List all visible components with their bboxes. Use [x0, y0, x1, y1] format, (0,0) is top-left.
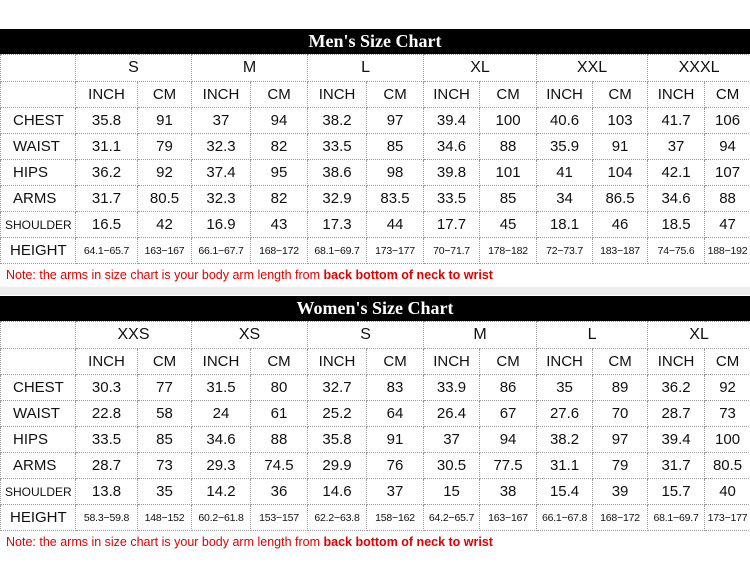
row-label: HIPS	[1, 160, 76, 186]
value-cell: 62.2−63.8	[308, 505, 367, 531]
value-cell: 168−172	[593, 505, 648, 531]
value-cell: 94	[251, 108, 308, 134]
row-label: ARMS	[1, 186, 76, 212]
value-cell: 64.2−65.7	[424, 505, 480, 531]
value-cell: 64.1−65.7	[76, 238, 138, 264]
unit-header-cm: CM	[480, 82, 537, 108]
value-cell: 72−73.7	[537, 238, 593, 264]
value-cell: 31.7	[76, 186, 138, 212]
value-cell: 94	[480, 427, 537, 453]
value-cell: 15.4	[537, 479, 593, 505]
table-row-chest	[1, 375, 750, 401]
value-cell: 58	[138, 401, 192, 427]
value-cell: 26.4	[424, 401, 480, 427]
mens-arms-note: Note: the arms in size chart is your body arm length from back bottom of neck to wrist	[6, 268, 493, 282]
value-cell: 158−162	[367, 505, 424, 531]
value-cell: 91	[138, 108, 192, 134]
value-cell: 89	[593, 375, 648, 401]
value-cell: 36	[251, 479, 308, 505]
value-cell: 27.6	[537, 401, 593, 427]
size-header-l: L	[537, 322, 648, 349]
value-cell: 77.5	[480, 453, 537, 479]
value-cell: 86	[480, 375, 537, 401]
value-cell: 33.5	[308, 134, 367, 160]
row-label: HIPS	[1, 427, 76, 453]
value-cell: 29.9	[308, 453, 367, 479]
row-label: WAIST	[1, 401, 76, 427]
value-cell: 14.6	[308, 479, 367, 505]
row-label: ARMS	[1, 453, 76, 479]
value-cell: 92	[138, 160, 192, 186]
unit-header-row	[1, 349, 750, 375]
table-row-height	[1, 505, 750, 531]
value-cell: 188−192	[705, 238, 750, 264]
value-cell: 68.1−69.7	[308, 238, 367, 264]
value-cell: 31.5	[192, 375, 251, 401]
value-cell: 39.4	[424, 108, 480, 134]
value-cell: 41	[537, 160, 593, 186]
value-cell: 41.7	[648, 108, 705, 134]
value-cell: 39.8	[424, 160, 480, 186]
value-cell: 42	[138, 212, 192, 238]
value-cell: 37	[424, 427, 480, 453]
value-cell: 82	[251, 134, 308, 160]
value-cell: 37	[648, 134, 705, 160]
table-row-height	[1, 238, 750, 264]
value-cell: 97	[593, 427, 648, 453]
value-cell: 95	[251, 160, 308, 186]
value-cell: 73	[705, 401, 750, 427]
row-label: CHEST	[1, 375, 76, 401]
value-cell: 83	[367, 375, 424, 401]
corner-cell	[1, 82, 76, 108]
value-cell: 91	[367, 427, 424, 453]
unit-header-cm: CM	[251, 82, 308, 108]
unit-header-inch: INCH	[192, 82, 251, 108]
size-header-xl: XL	[424, 55, 537, 82]
value-cell: 74−75.6	[648, 238, 705, 264]
size-header-xxs: XXS	[76, 322, 192, 349]
value-cell: 40.6	[537, 108, 593, 134]
unit-header-cm: CM	[367, 82, 424, 108]
row-label: WAIST	[1, 134, 76, 160]
size-header-xl: XL	[648, 322, 750, 349]
value-cell: 79	[593, 453, 648, 479]
value-cell: 73	[138, 453, 192, 479]
unit-header-inch: INCH	[424, 82, 480, 108]
mens-size-table	[0, 54, 750, 264]
value-cell: 39.4	[648, 427, 705, 453]
value-cell: 28.7	[648, 401, 705, 427]
size-header-xxxl: XXXL	[648, 55, 750, 82]
value-cell: 183−187	[593, 238, 648, 264]
size-header-row	[1, 322, 750, 349]
value-cell: 30.3	[76, 375, 138, 401]
corner-cell	[1, 349, 76, 375]
value-cell: 34.6	[424, 134, 480, 160]
value-cell: 33.9	[424, 375, 480, 401]
value-cell: 18.1	[537, 212, 593, 238]
value-cell: 88	[251, 427, 308, 453]
value-cell: 40	[705, 479, 750, 505]
size-header-row	[1, 55, 750, 82]
value-cell: 70	[593, 401, 648, 427]
unit-header-inch: INCH	[308, 82, 367, 108]
table-row-hips	[1, 160, 750, 186]
value-cell: 32.7	[308, 375, 367, 401]
womens-size-chart	[0, 296, 750, 553]
value-cell: 13.8	[76, 479, 138, 505]
value-cell: 38.2	[308, 108, 367, 134]
value-cell: 37	[367, 479, 424, 505]
section-divider	[0, 287, 750, 295]
value-cell: 107	[705, 160, 750, 186]
unit-header-cm: CM	[138, 349, 192, 375]
unit-header-inch: INCH	[76, 349, 138, 375]
value-cell: 15.7	[648, 479, 705, 505]
value-cell: 67	[480, 401, 537, 427]
value-cell: 17.3	[308, 212, 367, 238]
value-cell: 76	[367, 453, 424, 479]
table-row-hips	[1, 427, 750, 453]
unit-header-cm: CM	[705, 349, 750, 375]
value-cell: 34	[537, 186, 593, 212]
value-cell: 104	[593, 160, 648, 186]
value-cell: 64	[367, 401, 424, 427]
value-cell: 46	[593, 212, 648, 238]
size-header-m: M	[192, 55, 308, 82]
mens-size-chart	[0, 29, 750, 286]
value-cell: 85	[138, 427, 192, 453]
value-cell: 18.5	[648, 212, 705, 238]
value-cell: 35	[537, 375, 593, 401]
womens-arms-note: Note: the arms in size chart is your body arm length from back bottom of neck to wrist	[6, 535, 493, 549]
unit-header-cm: CM	[480, 349, 537, 375]
value-cell: 36.2	[76, 160, 138, 186]
value-cell: 85	[367, 134, 424, 160]
value-cell: 30.5	[424, 453, 480, 479]
value-cell: 66.1−67.8	[537, 505, 593, 531]
size-header-l: L	[308, 55, 424, 82]
value-cell: 86.5	[593, 186, 648, 212]
value-cell: 35.8	[308, 427, 367, 453]
womens-size-table	[0, 321, 750, 531]
size-header-m: M	[424, 322, 537, 349]
value-cell: 35.9	[537, 134, 593, 160]
value-cell: 37.4	[192, 160, 251, 186]
value-cell: 31.1	[76, 134, 138, 160]
table-row-arms	[1, 453, 750, 479]
value-cell: 103	[593, 108, 648, 134]
value-cell: 47	[705, 212, 750, 238]
value-cell: 34.6	[192, 427, 251, 453]
value-cell: 100	[705, 427, 750, 453]
row-label: HEIGHT	[1, 505, 76, 531]
value-cell: 66.1−67.7	[192, 238, 251, 264]
value-cell: 17.7	[424, 212, 480, 238]
value-cell: 38.6	[308, 160, 367, 186]
value-cell: 74.5	[251, 453, 308, 479]
mens-chart-title: Men's Size Chart	[0, 29, 750, 54]
value-cell: 92	[705, 375, 750, 401]
value-cell: 14.2	[192, 479, 251, 505]
womens-chart-title: Women's Size Chart	[0, 296, 750, 321]
table-row-shoulder	[1, 479, 750, 505]
corner-cell	[1, 55, 76, 82]
value-cell: 178−182	[480, 238, 537, 264]
value-cell: 37	[192, 108, 251, 134]
value-cell: 100	[480, 108, 537, 134]
value-cell: 42.1	[648, 160, 705, 186]
value-cell: 83.5	[367, 186, 424, 212]
value-cell: 61	[251, 401, 308, 427]
unit-header-inch: INCH	[424, 349, 480, 375]
value-cell: 91	[593, 134, 648, 160]
table-row-waist	[1, 401, 750, 427]
value-cell: 33.5	[76, 427, 138, 453]
unit-header-inch: INCH	[648, 349, 705, 375]
value-cell: 39	[593, 479, 648, 505]
value-cell: 168−172	[251, 238, 308, 264]
unit-header-inch: INCH	[192, 349, 251, 375]
value-cell: 22.8	[76, 401, 138, 427]
value-cell: 88	[705, 186, 750, 212]
row-label: SHOULDER	[1, 212, 76, 238]
value-cell: 29.3	[192, 453, 251, 479]
unit-header-cm: CM	[138, 82, 192, 108]
unit-header-row	[1, 82, 750, 108]
corner-cell	[1, 322, 76, 349]
value-cell: 44	[367, 212, 424, 238]
value-cell: 32.9	[308, 186, 367, 212]
value-cell: 28.7	[76, 453, 138, 479]
value-cell: 68.1−69.7	[648, 505, 705, 531]
value-cell: 98	[367, 160, 424, 186]
value-cell: 70−71.7	[424, 238, 480, 264]
size-header-xxl: XXL	[537, 55, 648, 82]
row-label: CHEST	[1, 108, 76, 134]
unit-header-inch: INCH	[648, 82, 705, 108]
table-row-chest	[1, 108, 750, 134]
value-cell: 38.2	[537, 427, 593, 453]
value-cell: 80.5	[705, 453, 750, 479]
value-cell: 43	[251, 212, 308, 238]
value-cell: 58.3−59.8	[76, 505, 138, 531]
unit-header-cm: CM	[593, 82, 648, 108]
size-header-xs: XS	[192, 322, 308, 349]
size-header-s: S	[308, 322, 424, 349]
value-cell: 80.5	[138, 186, 192, 212]
value-cell: 173−177	[367, 238, 424, 264]
unit-header-cm: CM	[705, 82, 750, 108]
value-cell: 16.5	[76, 212, 138, 238]
unit-header-inch: INCH	[537, 349, 593, 375]
value-cell: 77	[138, 375, 192, 401]
unit-header-cm: CM	[367, 349, 424, 375]
value-cell: 79	[138, 134, 192, 160]
value-cell: 33.5	[424, 186, 480, 212]
value-cell: 15	[424, 479, 480, 505]
value-cell: 163−167	[138, 238, 192, 264]
unit-header-inch: INCH	[76, 82, 138, 108]
value-cell: 34.6	[648, 186, 705, 212]
table-row-arms	[1, 186, 750, 212]
value-cell: 88	[480, 134, 537, 160]
value-cell: 16.9	[192, 212, 251, 238]
value-cell: 35	[138, 479, 192, 505]
value-cell: 25.2	[308, 401, 367, 427]
size-header-s: S	[76, 55, 192, 82]
value-cell: 32.3	[192, 134, 251, 160]
value-cell: 85	[480, 186, 537, 212]
value-cell: 31.7	[648, 453, 705, 479]
unit-header-inch: INCH	[537, 82, 593, 108]
value-cell: 173−177	[705, 505, 750, 531]
value-cell: 97	[367, 108, 424, 134]
value-cell: 153−157	[251, 505, 308, 531]
unit-header-inch: INCH	[308, 349, 367, 375]
value-cell: 24	[192, 401, 251, 427]
value-cell: 35.8	[76, 108, 138, 134]
value-cell: 80	[251, 375, 308, 401]
table-row-shoulder	[1, 212, 750, 238]
value-cell: 45	[480, 212, 537, 238]
value-cell: 38	[480, 479, 537, 505]
value-cell: 148−152	[138, 505, 192, 531]
value-cell: 60.2−61.8	[192, 505, 251, 531]
value-cell: 82	[251, 186, 308, 212]
row-label: SHOULDER	[1, 479, 76, 505]
value-cell: 101	[480, 160, 537, 186]
unit-header-cm: CM	[251, 349, 308, 375]
row-label: HEIGHT	[1, 238, 76, 264]
table-row-waist	[1, 134, 750, 160]
value-cell: 36.2	[648, 375, 705, 401]
value-cell: 32.3	[192, 186, 251, 212]
unit-header-cm: CM	[593, 349, 648, 375]
value-cell: 163−167	[480, 505, 537, 531]
value-cell: 94	[705, 134, 750, 160]
value-cell: 31.1	[537, 453, 593, 479]
value-cell: 106	[705, 108, 750, 134]
